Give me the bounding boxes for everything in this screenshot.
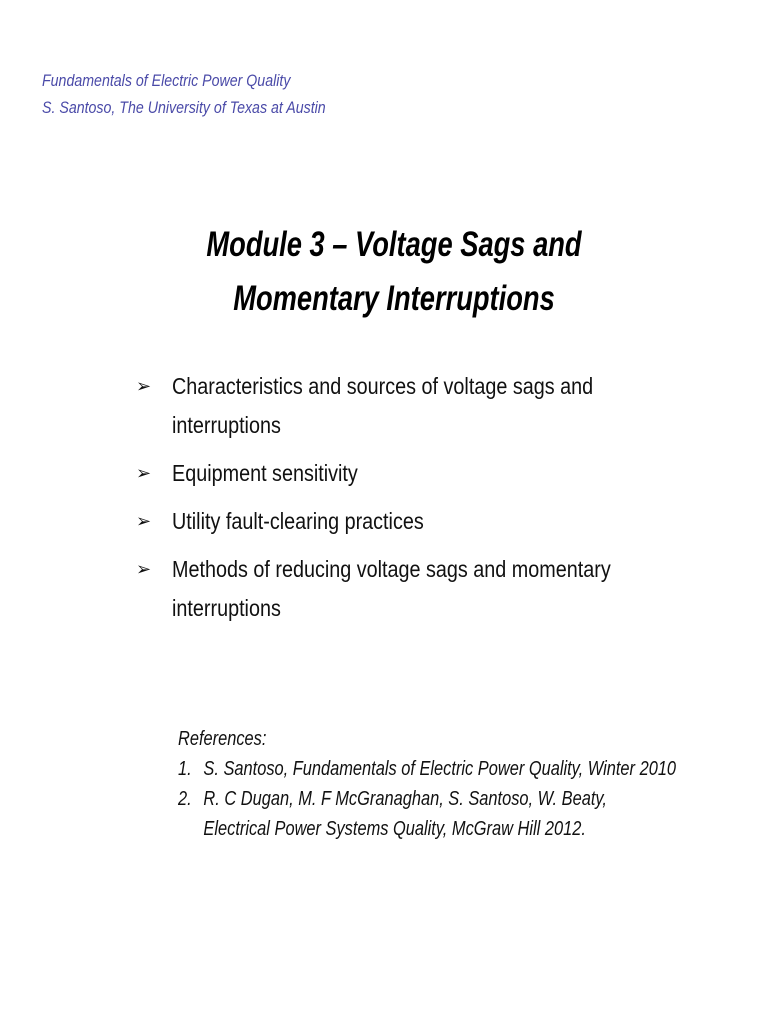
list-item xyxy=(136,550,736,628)
reference-item xyxy=(178,754,676,784)
bullet-text-line-1: Utility fault-clearing practices xyxy=(172,508,424,534)
bullet-text-line-2: interruptions xyxy=(172,412,281,438)
reference-text-line-1: R. C Dugan, M. F McGranaghan, S. Santoso, W. Beaty, xyxy=(203,788,607,810)
reference-item xyxy=(178,784,676,844)
title-line-2: Momentary Interruptions xyxy=(233,279,555,318)
arrow-bullet-icon: ➢ xyxy=(136,463,152,483)
title-line-1: Module 3 – Voltage Sags and xyxy=(206,225,582,264)
list-item xyxy=(136,502,736,541)
bullet-text-line-1: Equipment sensitivity xyxy=(172,460,358,486)
list-item xyxy=(136,454,736,493)
references-heading: References: xyxy=(178,728,267,750)
reference-number: 1. xyxy=(178,758,192,780)
arrow-bullet-icon: ➢ xyxy=(136,376,152,396)
arrow-bullet-icon: ➢ xyxy=(136,511,152,531)
references-section xyxy=(178,724,676,844)
reference-text-line-1: S. Santoso, Fundamentals of Electric Power Quality, Winter 2010 xyxy=(203,758,677,780)
reference-number: 2. xyxy=(178,788,192,810)
bullet-text-line-2: interruptions xyxy=(172,595,281,621)
list-item xyxy=(136,367,736,445)
reference-text-line-2: Electrical Power Systems Quality, McGraw Hill 2012. xyxy=(203,818,586,840)
bullet-text-line-1: Methods of reducing voltage sags and momentary xyxy=(172,556,611,582)
slide-header xyxy=(42,68,326,122)
topic-list xyxy=(136,367,736,637)
bullet-text-line-1: Characteristics and sources of voltage sags and xyxy=(172,373,594,399)
arrow-bullet-icon: ➢ xyxy=(136,559,152,579)
slide-title xyxy=(87,218,702,326)
header-course-title: Fundamentals of Electric Power Quality xyxy=(42,72,291,90)
header-author: S. Santoso, The University of Texas at Austin xyxy=(42,99,326,117)
